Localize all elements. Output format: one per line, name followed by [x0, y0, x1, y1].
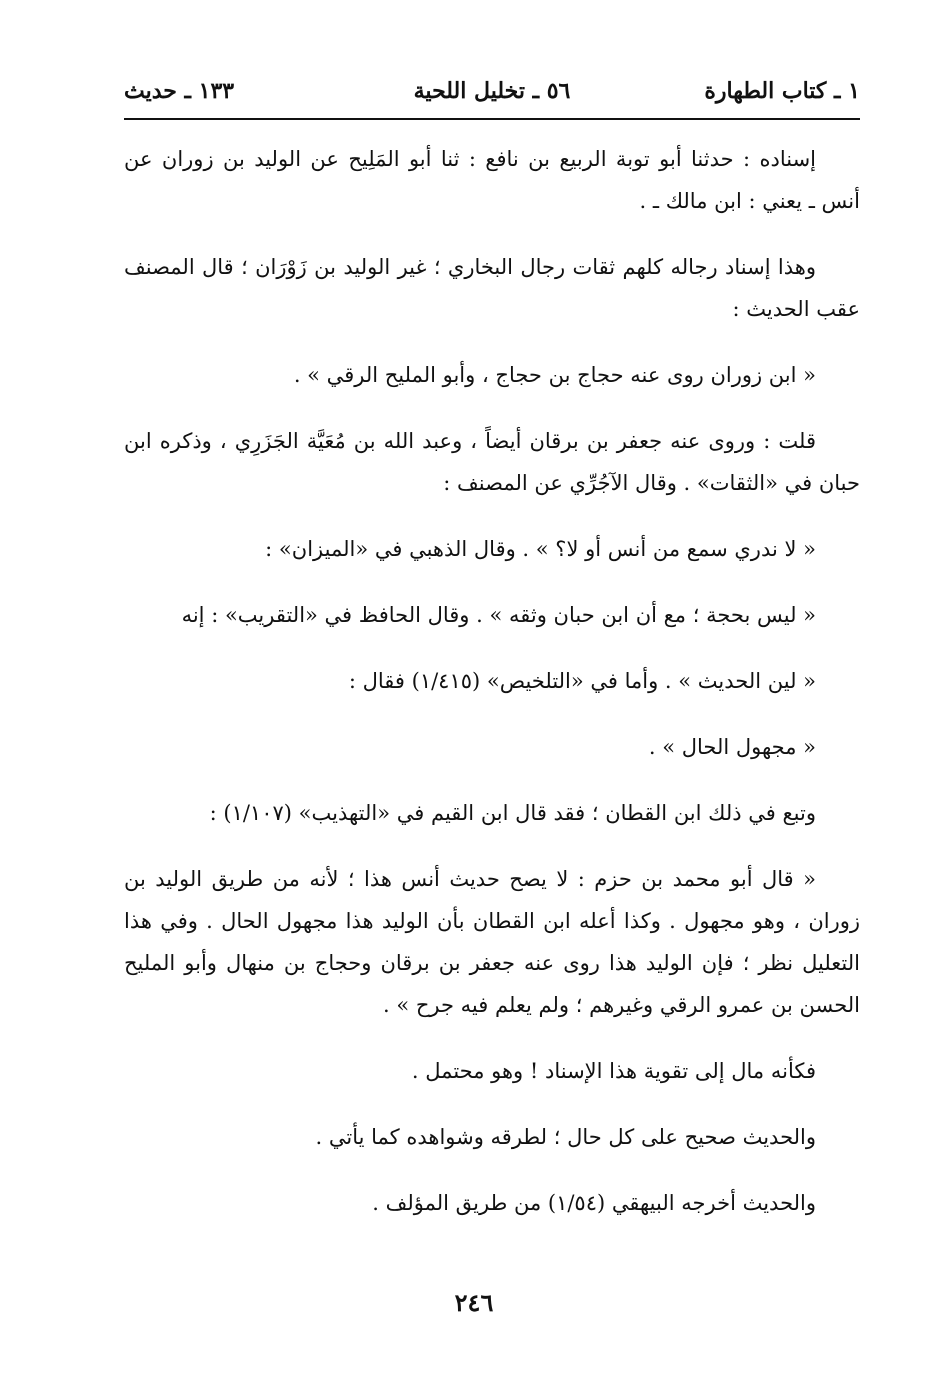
- paragraph-assessment: وهذا إسناد رجاله كلهم ثقات رجال البخاري ؛ غير الوليد بن زَوْرَان ؛ قال المصنف عقب الحديث :: [124, 255, 860, 321]
- quote-dhahabi: « ليس بحجة ؛ مع أن ابن حبان وثقه » . وقال الحافظ في «التقريب» : إنه: [181, 603, 816, 627]
- page-body: [124, 138, 860, 1248]
- page-number: ٢٤٦: [454, 1288, 494, 1317]
- quote-ibn-hazm: « قال أبو محمد بن حزم : لا يصح حديث أنس هذا ؛ لأنه من طريق الوليد بن زوران ، وهو مجهول . وكذا أعله ابن القطان بأن الوليد هذا مجهول الحال . وفي هذا التعليل نظر ؛ فإن الوليد هذا روى عنه جعفر بن برقان وحجاج بن منهال وأبو المليح الحسن بن عمرو الرقي وغيرهم ؛ ولم يعلم فيه جرح » .: [124, 867, 860, 1017]
- running-header: [124, 78, 860, 110]
- header-rule: [124, 118, 860, 120]
- quote-author-note: « ابن زوران روى عنه حجاج بن حجاج ، وأبو المليح الرقي » .: [293, 363, 816, 387]
- header-chapter-title: ٥٦ ـ تخليل اللحية: [413, 78, 571, 104]
- header-hadith-number: ١٣٣ ـ حديث: [124, 78, 235, 104]
- paragraph-source: والحديث أخرجه البيهقي (١/٥٤) من طريق المؤلف .: [372, 1191, 816, 1215]
- quote-taqrib: « لين الحديث » . وأما في «التلخيص» (١/٤١٥) فقال :: [348, 669, 816, 693]
- quote-talkhis: « مجهول الحال » .: [648, 735, 816, 759]
- paragraph-inclination: فكأنه مال إلى تقوية هذا الإسناد ! وهو محتمل .: [411, 1059, 816, 1083]
- paragraph-isnad: إسناده : حدثنا أبو توبة الربيع بن نافع : ثنا أبو المَلِيح عن الوليد بن زوران عن أنس ـ يعني : ابن مالك ـ .: [124, 147, 860, 213]
- paragraph-narrators: قلت : وروى عنه جعفر بن برقان أيضاً ، وعبد الله بن مُعَيَّة الجَزَرِي ، وذكره ابن حبان في «الثقات» . وقال الآجُرِّي عن المصنف :: [124, 429, 860, 495]
- quote-ajurri: « لا ندري سمع من أنس أو لا؟ » . وقال الذهبي في «الميزان» :: [265, 537, 816, 561]
- paragraph-verdict: والحديث صحيح على كل حال ؛ لطرقه وشواهده كما يأتي .: [315, 1125, 816, 1149]
- header-book-title: ١ ـ كتاب الطهارة: [704, 78, 860, 104]
- paragraph-ibn-qattan: وتبع في ذلك ابن القطان ؛ فقد قال ابن القيم في «التهذيب» (١/١٠٧) :: [209, 801, 816, 825]
